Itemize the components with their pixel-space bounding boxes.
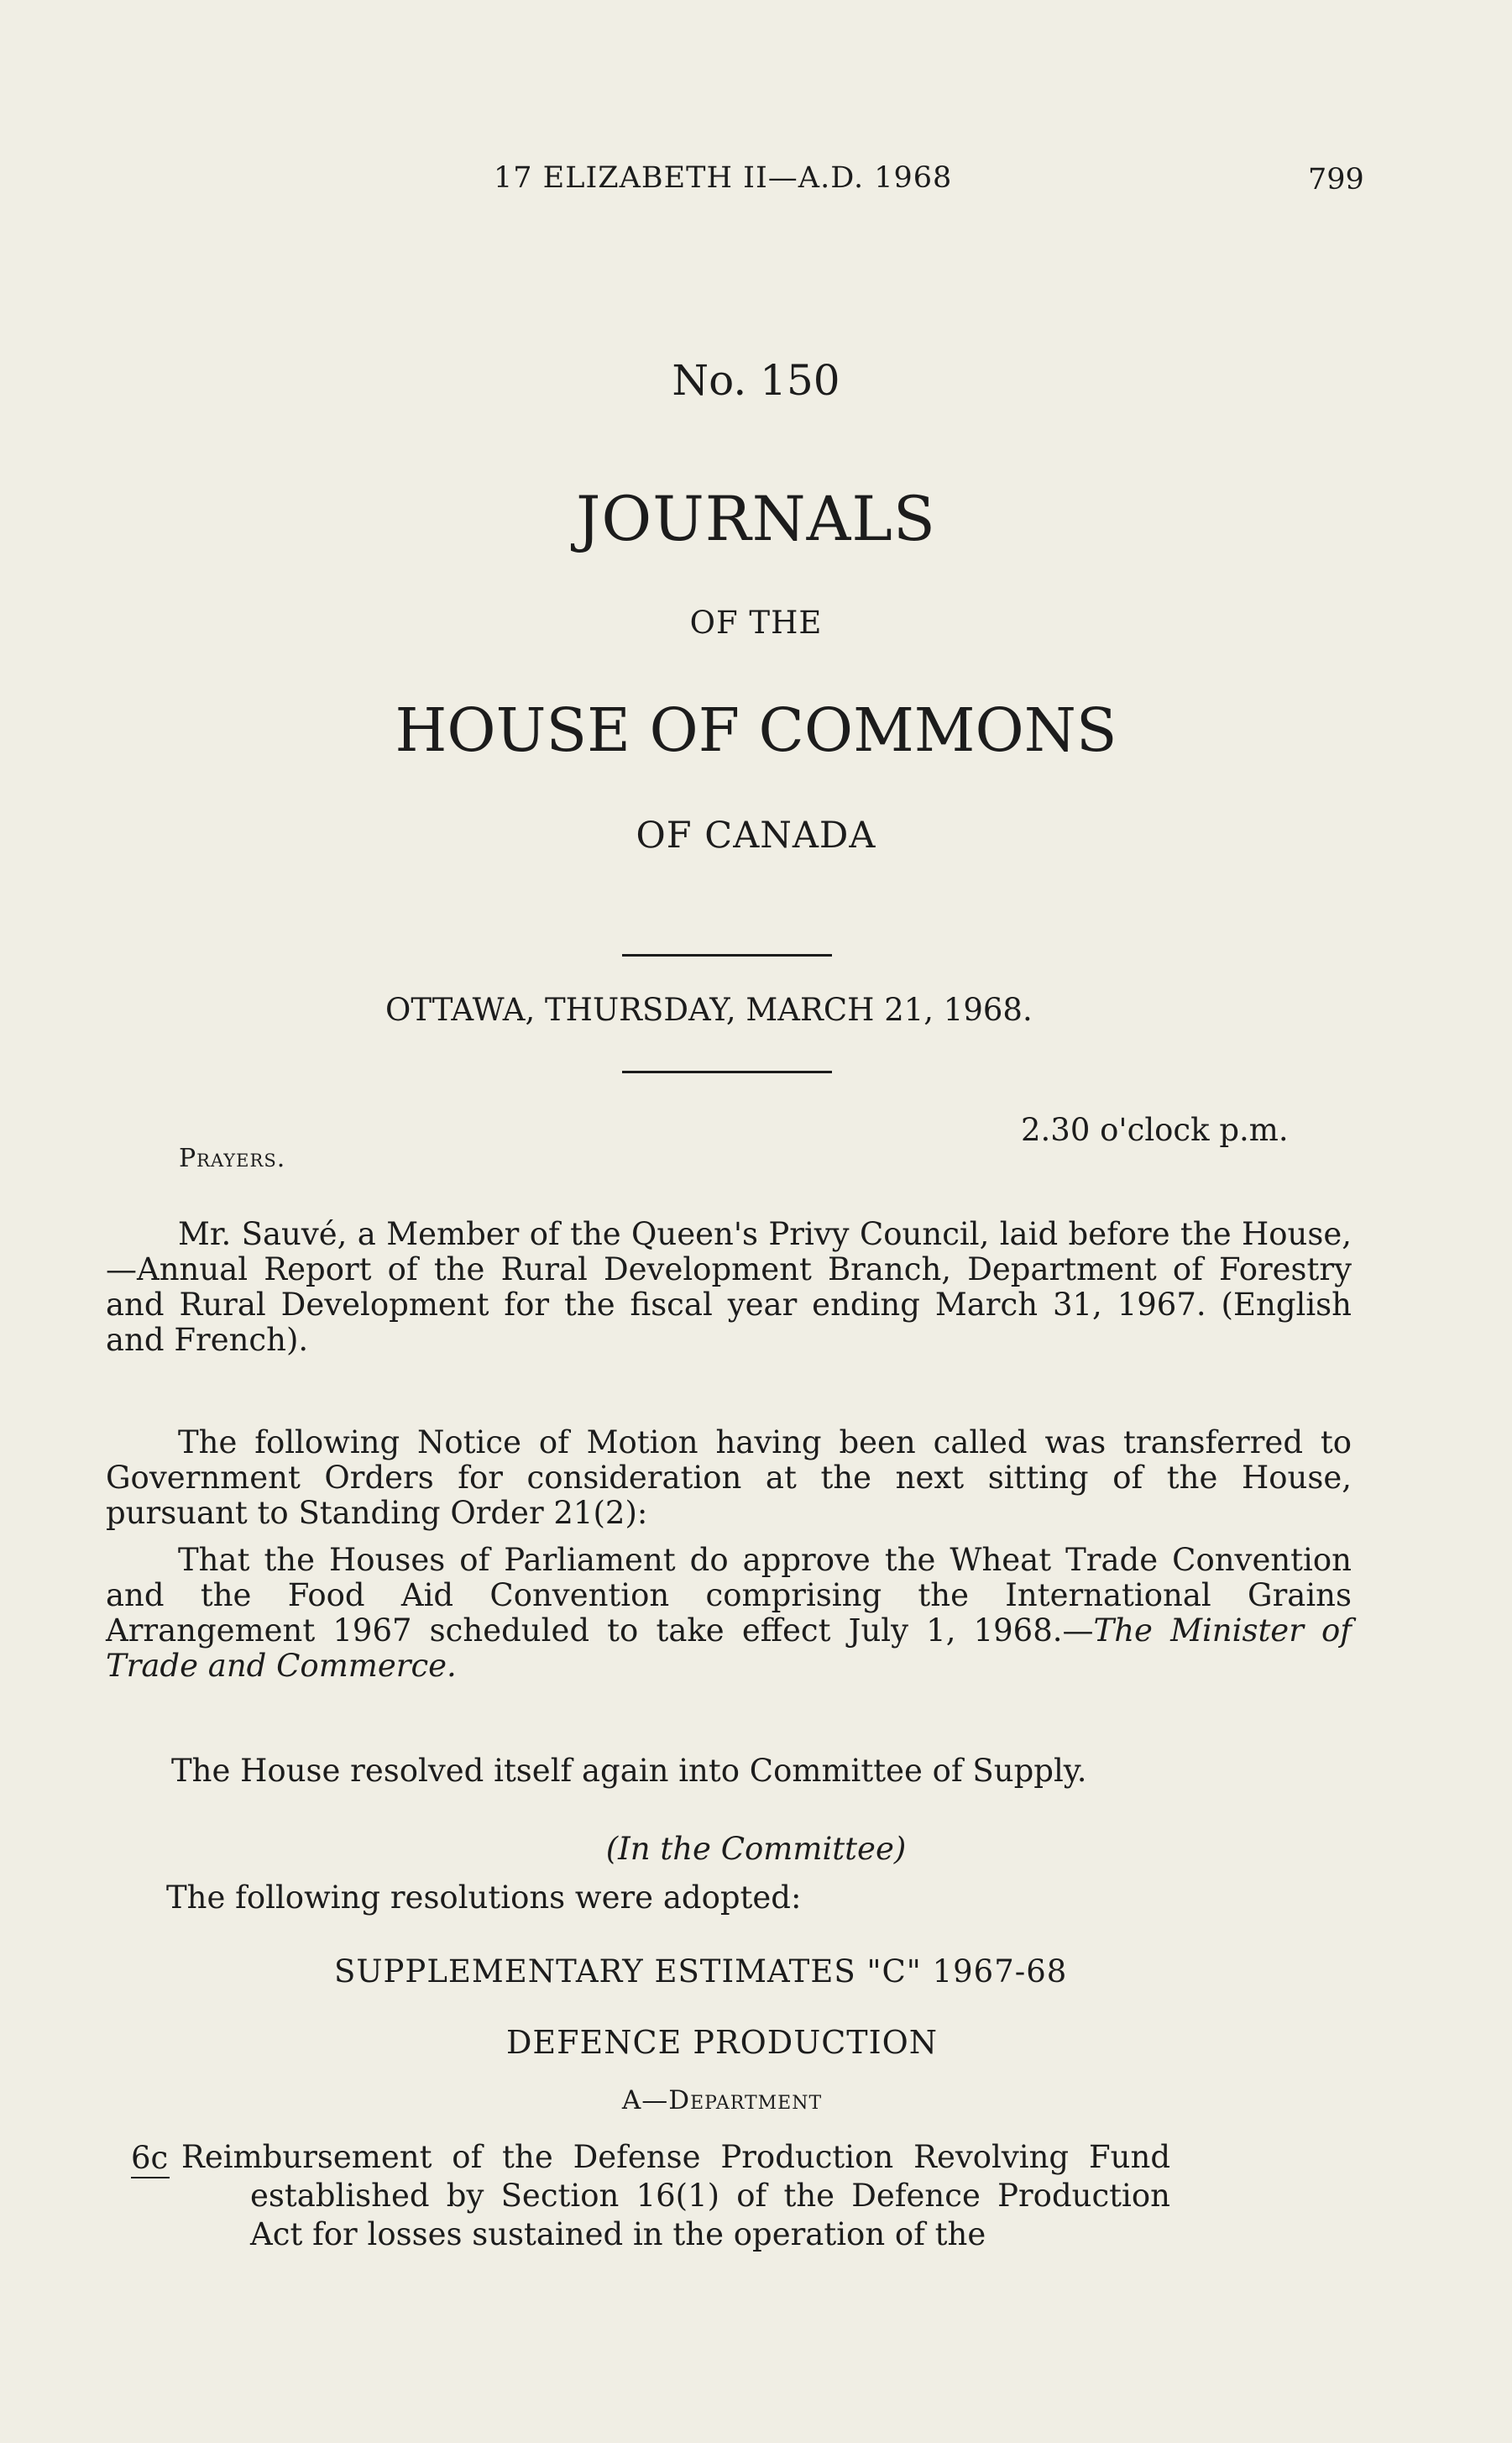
in-committee-line: (In the Committee) — [605, 1831, 907, 1867]
tabling-paragraph: Mr. Sauvé, a Member of the Queen's Privy Council, laid before the House, —Annual Report of the Rural Development Branch, Department of Forestry and Rural Development for the fiscal year ending March 31, 1967. (English and French). — [106, 1216, 1352, 1358]
department-heading: DEFENCE PRODUCTION — [505, 2024, 939, 2061]
issue-number: No. 150 — [672, 356, 840, 405]
vote-item-text: Reimbursement of the Defense Production Revolving Fund established by Section 16(1) of the Defence Production Act for losses sustained in the operation of the — [181, 2139, 1170, 2252]
motion-paragraph — [106, 1543, 1352, 1684]
prayers-label: Prayers. — [179, 1144, 286, 1173]
divider-rule-top — [622, 954, 832, 957]
country-line: OF CANADA — [636, 815, 876, 857]
running-title: 17 ELIZABETH II—A.D. 1968 — [494, 161, 953, 195]
vote-item-number: 6c — [131, 2140, 169, 2176]
resolved-line: The House resolved itself again into Committee of Supply. — [171, 1753, 1087, 1789]
place-date: OTTAWA, THURSDAY, MARCH 21, 1968. — [385, 992, 1033, 1028]
motion-mover: The Minister of Trade and Commerce. — [106, 1612, 1352, 1684]
page-number: 799 — [1308, 163, 1364, 197]
adopted-line: The following resolutions were adopted: — [166, 1879, 802, 1916]
estimates-heading: SUPPLEMENTARY ESTIMATES "C" 1967-68 — [334, 1953, 1068, 1990]
house-title: HOUSE OF COMMONS — [395, 695, 1117, 765]
notice-paragraph: The following Notice of Motion having been called was transferred to Government Orders for consideration at the next sitting of the House, pursuant to Standing Order 21(2): — [106, 1424, 1352, 1531]
vote-item-underline — [131, 2177, 170, 2178]
subdepartment-heading: A—Department — [621, 2085, 823, 2115]
journal-title: JOURNALS — [576, 484, 936, 555]
sitting-time: 2.30 o'clock p.m. — [1021, 1112, 1289, 1148]
of-the-line: OF THE — [689, 605, 823, 641]
motion-text: That the Houses of Parliament do approve the Wheat Trade Convention and the Food Aid Convention comprising the International Grains Arrangement 1967 scheduled to take effect July 1, 1968.— — [106, 1542, 1352, 1649]
divider-rule-bottom — [622, 1071, 832, 1073]
